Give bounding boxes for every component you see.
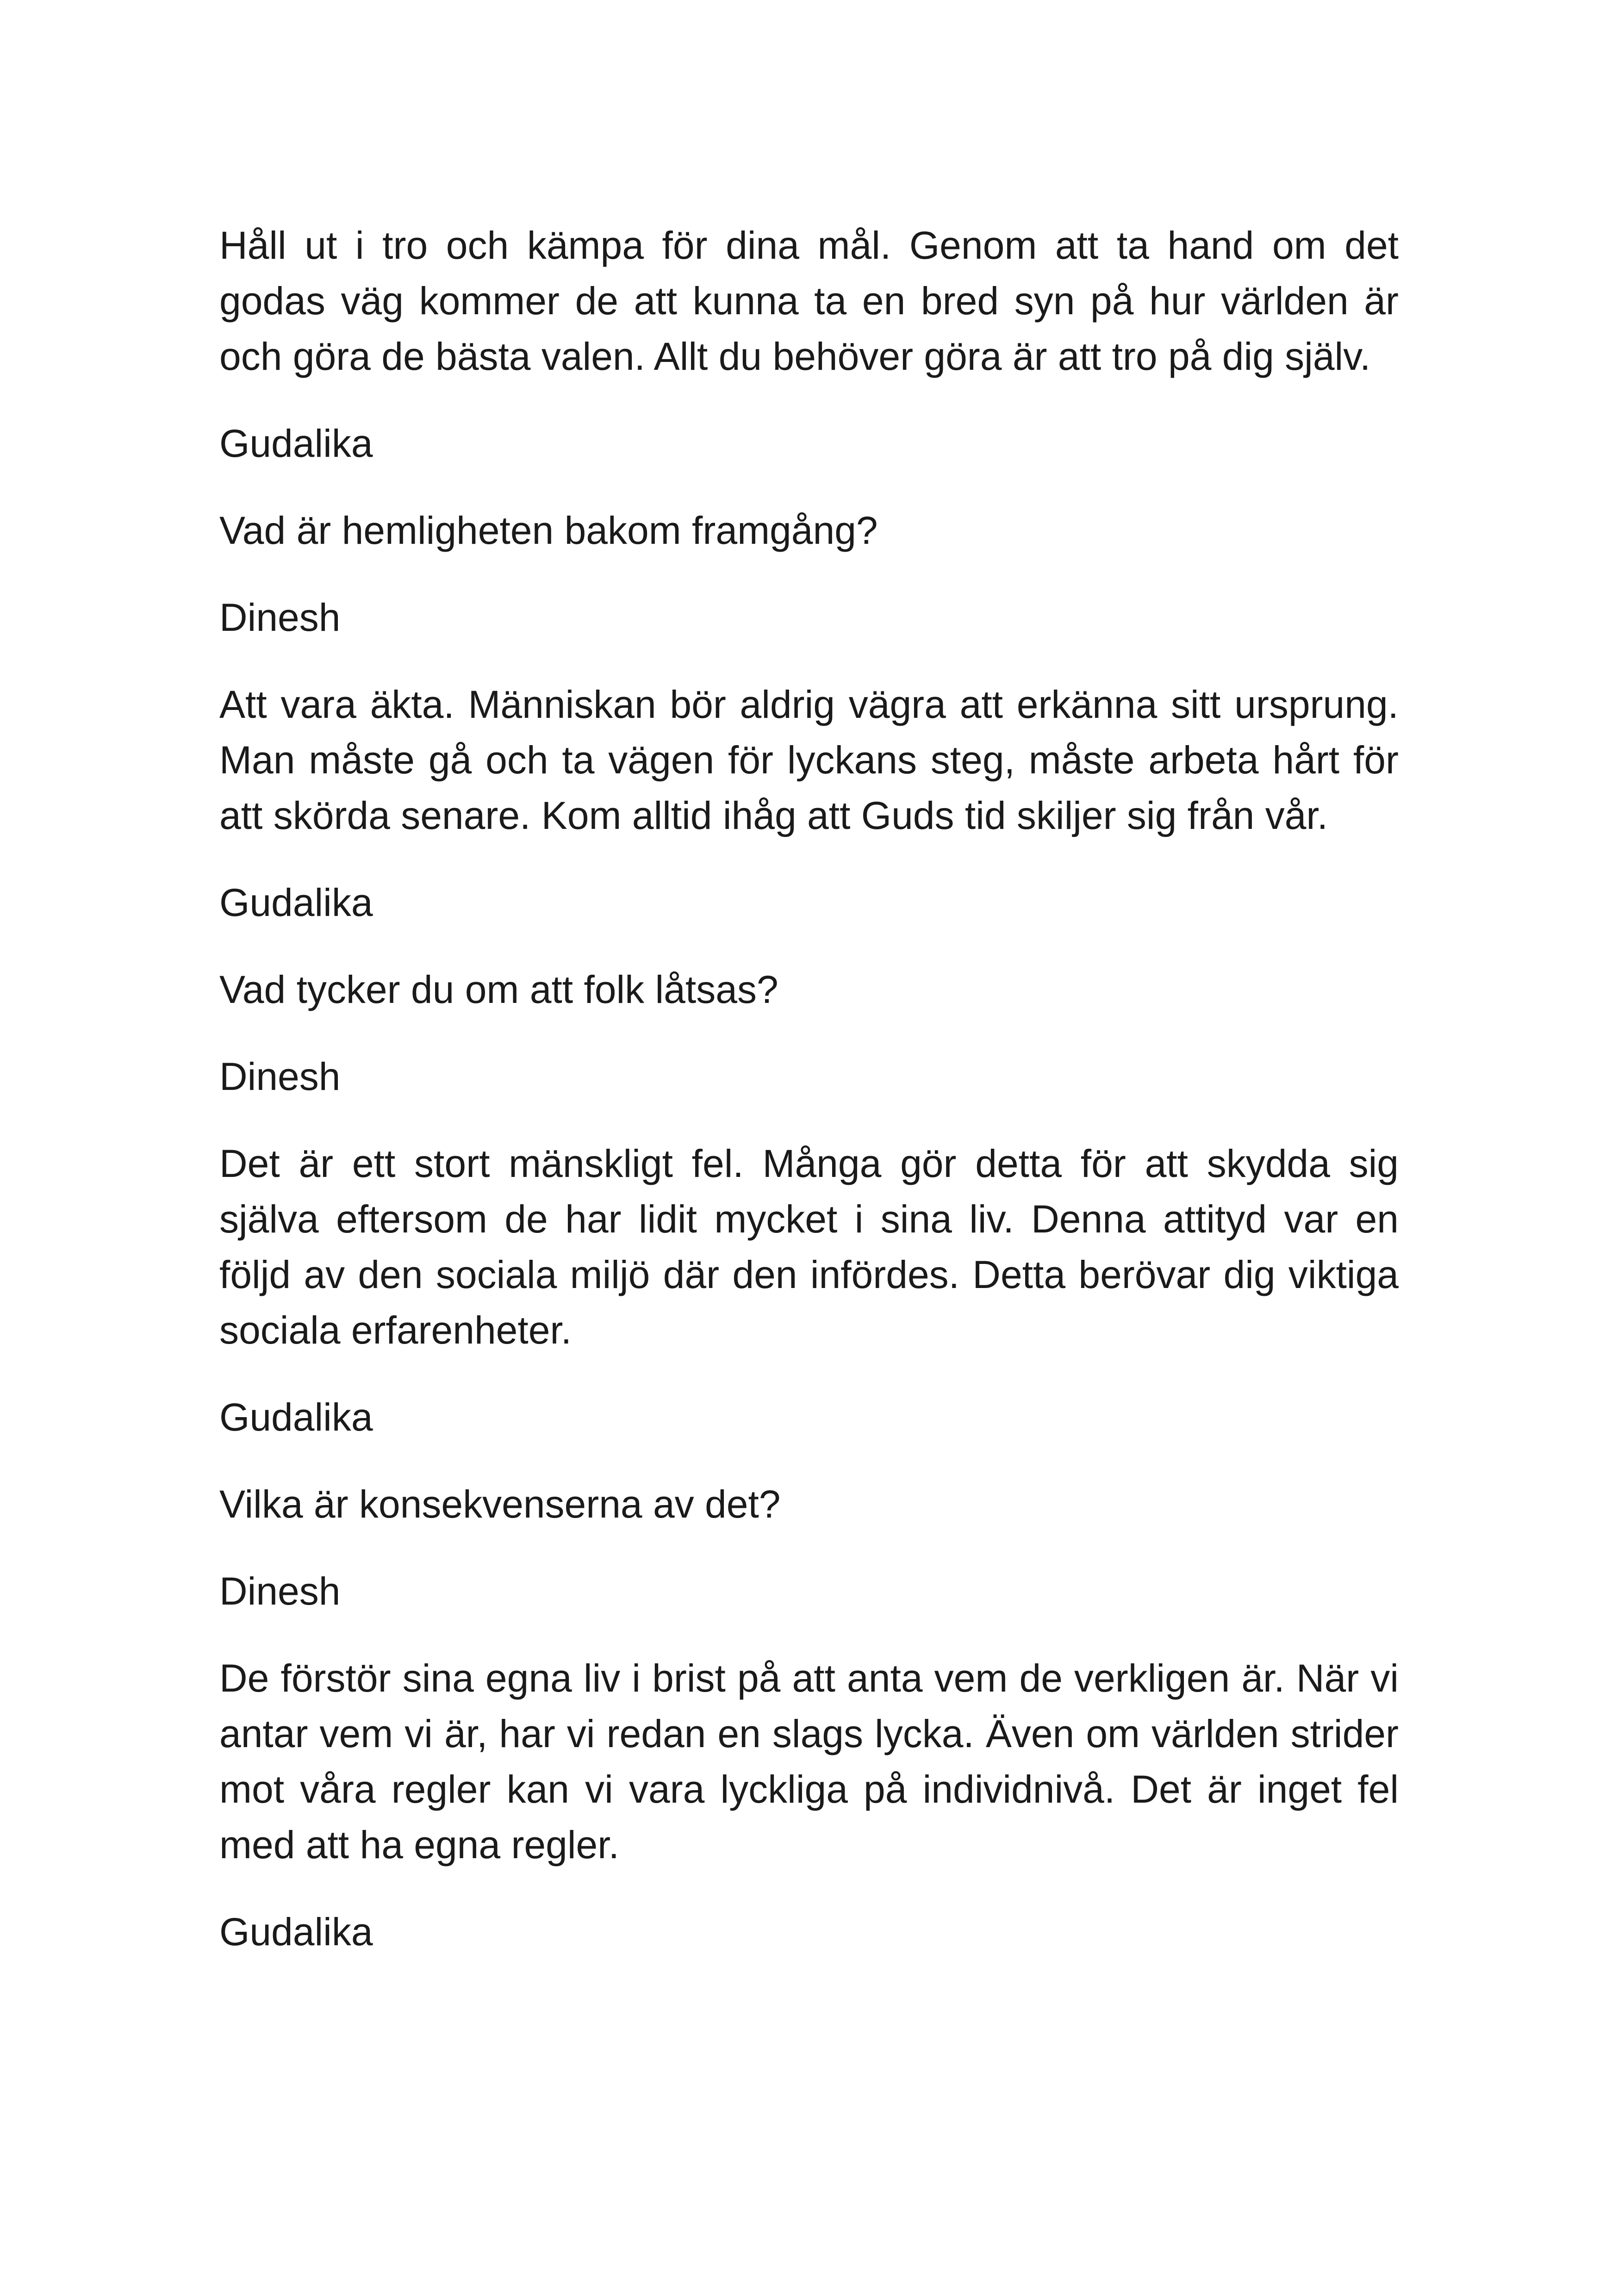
speaker-name: Gudalika [219, 881, 373, 924]
paragraph: Det är ett stort mänskligt fel. Många gör detta för att skydda sig själva eftersom de har lidit mycket i sina liv. Denna attityd var en följd av den sociala miljö där den infördes. Detta berövar dig viktiga sociala erfarenheter. [219, 1142, 1399, 1352]
question-line: Vad är hemligheten bakom framgång? [219, 509, 878, 552]
question-line: Vad tycker du om att folk låtsas? [219, 968, 778, 1011]
paragraph: Att vara äkta. Människan bör aldrig vägra att erkänna sitt ursprung. Man måste gå och ta vägen för lyckans steg, måste arbeta hårt för att skörda senare. Kom alltid ihåg att Guds tid skiljer sig från vår. [219, 683, 1399, 837]
question-line: Vilka är konsekvenserna av det? [219, 1482, 781, 1526]
paragraph: Håll ut i tro och kämpa för dina mål. Genom att ta hand om det godas väg kommer de att kunna ta en bred syn på hur världen är och göra de bästa valen. Allt du behöver göra är att tro på dig själv. [219, 224, 1399, 378]
speaker-name: Dinesh [219, 1569, 341, 1613]
speaker-name: Dinesh [219, 1055, 341, 1098]
paragraph: De förstör sina egna liv i brist på att anta vem de verkligen är. När vi antar vem vi är, har vi redan en slags lycka. Även om världen strider mot våra regler kan vi vara lyckliga på individnivå. Det är inget fel med att ha egna regler. [219, 1656, 1399, 1867]
speaker-name: Gudalika [219, 1395, 373, 1439]
speaker-name: Dinesh [219, 596, 341, 639]
document-body [219, 218, 1399, 1991]
speaker-name: Gudalika [219, 1910, 373, 1954]
speaker-name: Gudalika [219, 422, 373, 465]
